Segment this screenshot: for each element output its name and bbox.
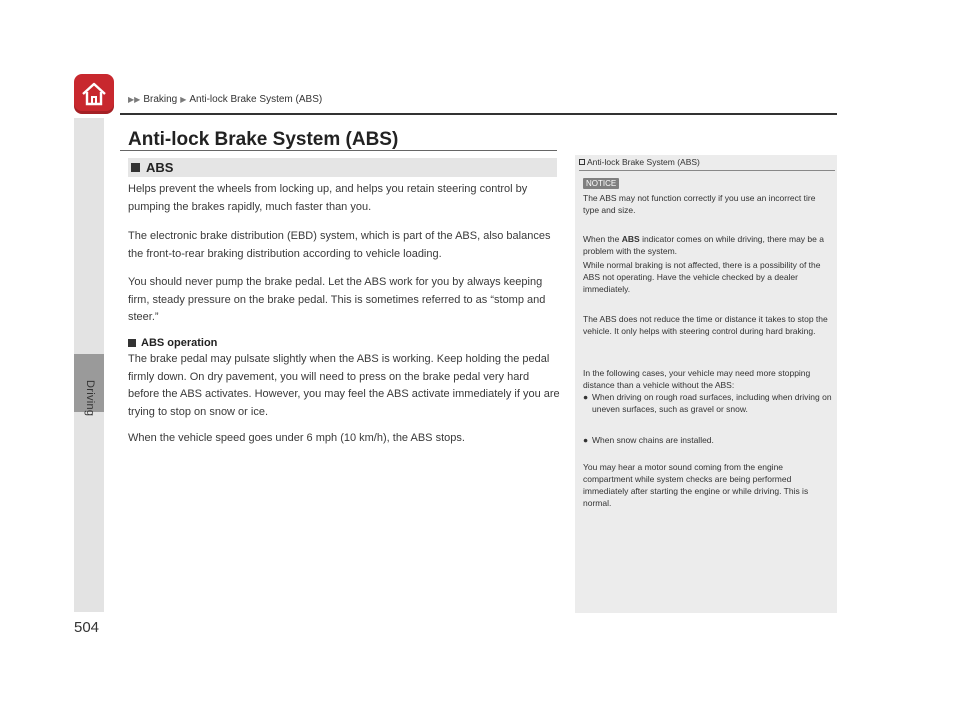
chapter-sidebar	[74, 118, 104, 612]
list-item-text: When driving on rough road surfaces, including when driving on uneven surfaces, such as gravel or snow.	[592, 392, 832, 414]
sidebar-label: Driving	[84, 380, 96, 417]
square-bullet-icon	[128, 339, 136, 347]
subsection-title: ABS operation	[141, 337, 218, 349]
side-notes-panel	[575, 155, 837, 613]
bullet-icon: ●	[583, 392, 589, 402]
section-header	[128, 158, 557, 177]
side-panel-rule	[579, 170, 835, 171]
motor-sound-text: You may hear a motor sound coming from the engine compartment while system checks are being performed immediately after starting the engine or while driving. This is normal.	[583, 462, 809, 508]
list-item	[583, 391, 833, 415]
triangle-right-icon: ▶▶	[128, 95, 141, 104]
home-icon	[80, 80, 108, 108]
paragraph: The brake pedal may pulsate slightly when the ABS is working. Keep holding the pedal firmly down. On dry pavement, you will need to press on the brake pedal very hard before the ABS activates. However, you may feel the ABS activate immediately if you are trying to stop on snow or ice.	[128, 353, 560, 418]
paragraph: The electronic brake distribution (EBD) system, which is part of the ABS, also balances the front-to-rear braking distribution according to vehicle loading.	[128, 230, 551, 260]
title-rule	[120, 150, 557, 151]
reduce-text: The ABS does not reduce the time or distance it takes to stop the vehicle. It only helps with steering control during hard braking.	[583, 314, 828, 336]
notice-badge: NOTICE	[583, 178, 619, 189]
reference-icon	[579, 159, 585, 165]
notice-text: The ABS may not function correctly if you use an incorrect tire type and size.	[583, 193, 816, 215]
paragraph: You should never pump the brake pedal. Let the ABS work for you by always keeping firm, steady pressure on the brake pedal. This is sometimes referred to as “stomp and steer.”	[128, 276, 546, 323]
list-item	[583, 434, 833, 446]
list-item-text: When snow chains are installed.	[592, 435, 714, 445]
section-title: ABS	[146, 160, 174, 175]
breadcrumb-item-braking[interactable]: Braking	[143, 94, 178, 105]
possibility-text: While normal braking is not affected, there is a possibility of the ABS not operating. Have the vehicle checked by a dealer immediately.	[583, 260, 821, 294]
indicator-prefix: When the	[583, 234, 622, 244]
breadcrumb-item-abs[interactable]: Anti-lock Brake System (ABS)	[189, 94, 323, 105]
triangle-right-icon: ▶	[180, 95, 187, 104]
header-rule	[120, 113, 837, 115]
page-title: Anti-lock Brake System (ABS)	[128, 129, 399, 150]
page-number: 504	[74, 619, 100, 636]
indicator-text	[583, 233, 833, 257]
indicator-suffix: indicator comes on while driving, there may be a problem with the system.	[583, 234, 824, 256]
side-panel-header	[579, 157, 700, 167]
paragraph: When the vehicle speed goes under 6 mph (10 km/h), the ABS stops.	[128, 432, 465, 444]
side-panel-title: Anti-lock Brake System (ABS)	[587, 157, 700, 167]
cases-intro-text: In the following cases, your vehicle may need more stopping distance than a vehicle without the ABS:	[583, 368, 811, 390]
breadcrumb	[128, 94, 322, 105]
paragraph: Helps prevent the wheels from locking up, and helps you retain steering control by pumping the brakes rapidly, much faster than you.	[128, 183, 528, 213]
indicator-name: ABS	[621, 234, 640, 244]
subsection-heading	[128, 337, 217, 349]
square-bullet-icon	[131, 163, 140, 172]
home-button[interactable]	[74, 74, 114, 114]
bullet-icon: ●	[583, 435, 589, 445]
